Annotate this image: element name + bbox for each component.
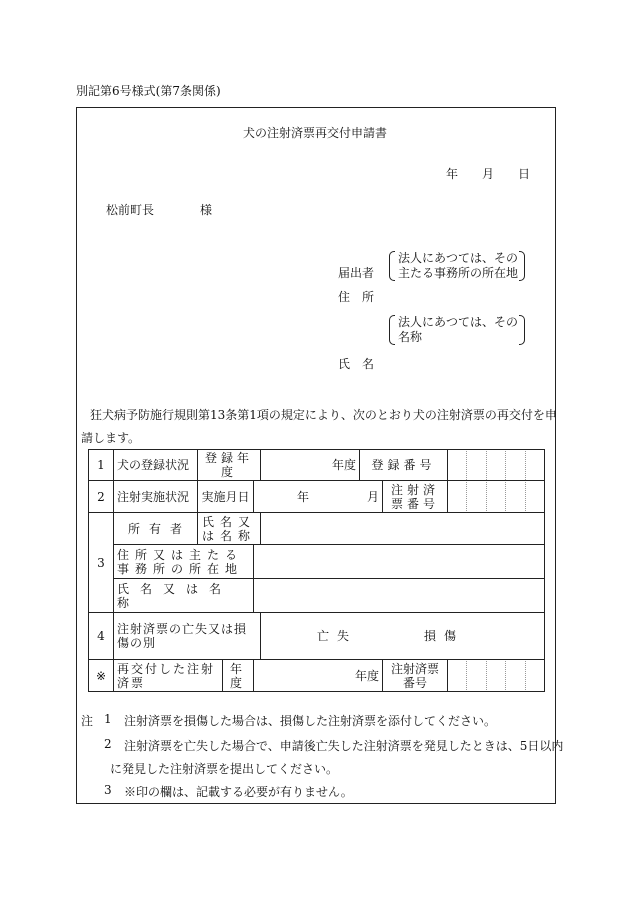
label-notifier: 届出者 <box>338 266 375 280</box>
table-row <box>89 613 545 660</box>
cell-owner-sub-label: 氏名又 は名称 <box>198 513 261 545</box>
bracket-line: 法人にあつては、その <box>398 251 519 265</box>
bracket-line: 主たる事務所の所在地 <box>398 266 519 280</box>
bracket-line: 法人にあつては、その <box>398 315 519 329</box>
date-day: 日 <box>518 167 531 181</box>
table-row <box>89 481 545 513</box>
note-2-line2: に発見した注射済票を提出してください。 <box>110 762 339 776</box>
row-number: 2 <box>89 481 114 513</box>
addressee-honorific: 様 <box>200 203 213 217</box>
bracket-line: 名称 <box>398 330 423 344</box>
note-1: 注射済票を損傷した場合は、損傷した注射済票を添付してください。 <box>124 714 497 728</box>
cell-injection-status-label: 注射実施状況 <box>114 481 198 513</box>
cell-owner-fullname-label: 氏名又は名称 <box>114 579 254 613</box>
addressee-name: 松前町長 <box>106 203 155 217</box>
option-lost[interactable]: 亡失 <box>317 629 358 643</box>
label-name: 氏 名 <box>338 357 375 371</box>
form-title: 犬の注射済票再交付申請書 <box>242 126 387 140</box>
table-row <box>89 660 545 692</box>
cell-reissued-year-label: 年度 <box>223 660 254 692</box>
note-number: 1 <box>104 712 112 726</box>
option-damaged[interactable]: 損傷 <box>424 629 465 643</box>
note-2-line1: 注射済票を亡失した場合で、申請後亡失した注射済票を発見したときは、5日以内 <box>124 739 564 753</box>
cell-owner-address-label: 住所又は主たる 事務所の所在地 <box>114 545 254 579</box>
cell-reissued-year-value: 年度 <box>254 660 383 692</box>
cell-lost-damaged-options[interactable] <box>261 613 545 660</box>
month-unit: 月 <box>367 489 380 504</box>
cell-registration-year-value: 年度 <box>261 450 360 481</box>
cell-reissued-number-value <box>448 660 545 692</box>
row-mark: ※ <box>89 660 114 692</box>
year-unit: 年 <box>297 489 310 504</box>
table-row <box>89 450 545 481</box>
form-header-note: 別記第6号様式(第7条関係) <box>76 84 221 98</box>
bracket-corporate-address <box>389 251 525 281</box>
cell-tag-number-label: 注射済 票番号 <box>383 481 448 513</box>
cell-reissued-number-label: 注射済票番号 <box>383 660 448 692</box>
cell-reissued-tag-label: 再交付した注射 済票 <box>114 660 223 692</box>
notes-prefix: 注 <box>81 714 94 728</box>
cell-injection-date-value[interactable] <box>254 481 383 513</box>
note-3: ※印の欄は、記載する必要が有りません。 <box>124 785 353 799</box>
cell-lost-damaged-label: 注射済票の亡失又は損 傷の別 <box>114 613 261 660</box>
registration-table <box>88 449 545 692</box>
date-year: 年 <box>446 167 459 181</box>
cell-registration-number-value[interactable] <box>448 450 545 481</box>
table-row <box>89 579 545 613</box>
body-text-line1: 狂犬病予防施行規則第13条第1項の規定により、次のとおり犬の注射済票の再交付を申 <box>90 408 557 422</box>
cell-owner-name-value[interactable] <box>261 513 545 545</box>
body-text-line2: 請します。 <box>81 431 141 445</box>
note-number: 2 <box>104 737 112 751</box>
cell-owner-fullname-value[interactable] <box>254 579 545 613</box>
cell-tag-number-value[interactable] <box>448 481 545 513</box>
cell-dog-registration-label: 犬の登録状況 <box>114 450 198 481</box>
row-number: 4 <box>89 613 114 660</box>
cell-injection-date-label: 実施月日 <box>198 481 254 513</box>
table-row <box>89 545 545 579</box>
date-month: 月 <box>482 167 495 181</box>
cell-registration-number-label: 登録番号 <box>360 450 448 481</box>
note-number: 3 <box>104 783 112 797</box>
cell-owner-label: 所有者 <box>114 513 198 545</box>
row-number: 3 <box>89 513 114 613</box>
cell-owner-address-value[interactable] <box>254 545 545 579</box>
label-address: 住 所 <box>338 290 375 304</box>
table-row <box>89 513 545 545</box>
row-number: 1 <box>89 450 114 481</box>
bracket-corporate-name <box>389 315 525 345</box>
cell-registration-year-label: 登録年度 <box>198 450 261 481</box>
